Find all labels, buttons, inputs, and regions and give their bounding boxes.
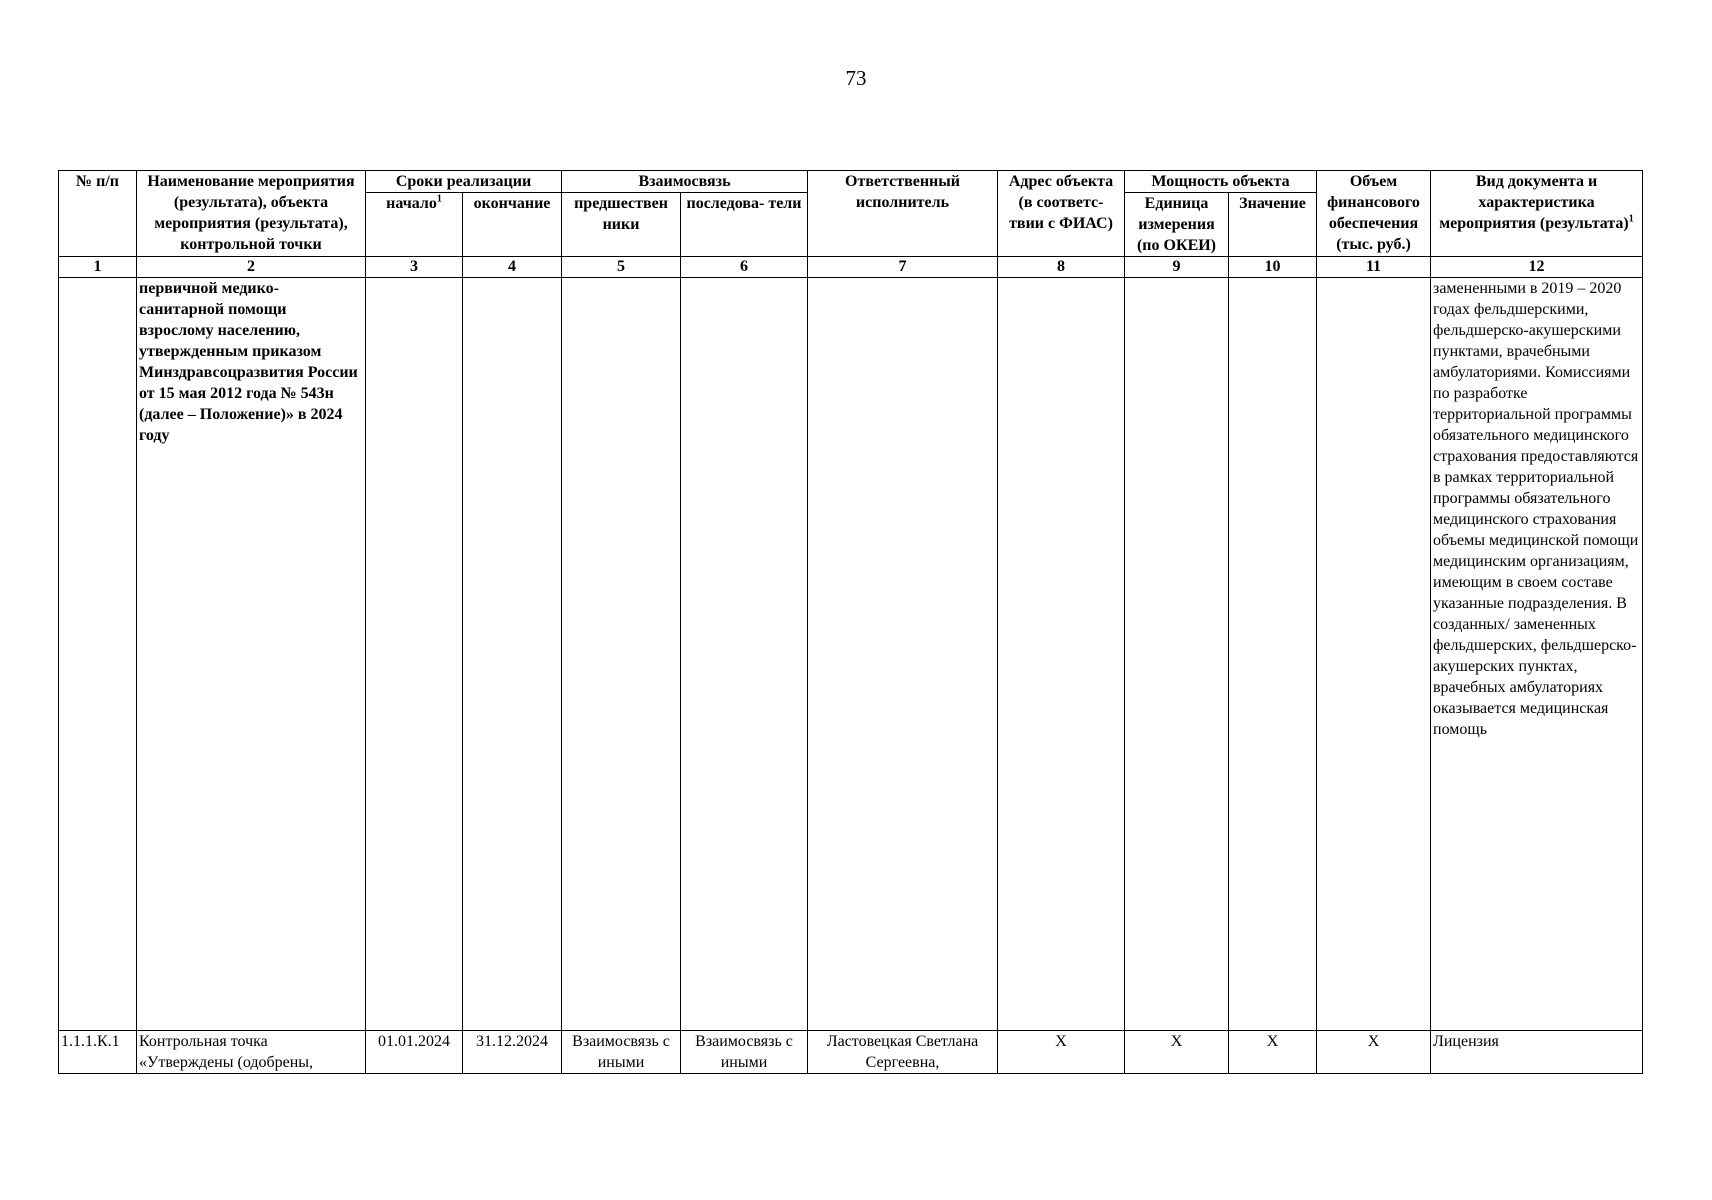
cell-unit — [1125, 278, 1229, 1031]
cell-successors: Взаимосвязь с иными — [681, 1031, 808, 1074]
column-number: 1 — [59, 257, 137, 278]
cell-name: первичной медико-санитарной помощи взрослому населению, утвержденным приказом Минздравсоцразвития России от 15 мая 2012 года № 543н (далее – Положение)» в 2024 году — [137, 278, 366, 1031]
column-number: 7 — [808, 257, 998, 278]
cell-unit: Х — [1125, 1031, 1229, 1074]
header-doc — [1431, 171, 1643, 257]
cell-predecessors — [562, 278, 681, 1031]
table-row — [59, 1031, 1643, 1074]
header-row-1 — [59, 171, 1643, 193]
plan-table — [58, 170, 1643, 1074]
cell-responsible: Ластовецкая Светлана Сергеевна, — [808, 1031, 998, 1074]
header-name: Наименование мероприятия (результата), объекта мероприятия (результата), контрольной точки — [137, 171, 366, 257]
column-number: 8 — [998, 257, 1125, 278]
table-row — [59, 278, 1643, 1031]
cell-num: 1.1.1.К.1 — [59, 1031, 137, 1074]
column-number-row — [59, 257, 1643, 278]
cell-predecessors: Взаимосвязь с иными — [562, 1031, 681, 1074]
header-address: Адрес объекта (в соответс- твии с ФИАС) — [998, 171, 1125, 257]
header-funding: Объем финансового обеспечения (тыс. руб.) — [1317, 171, 1431, 257]
header-doc-text: Вид документа и характеристика мероприятия (результата) — [1439, 173, 1629, 232]
cell-value: Х — [1229, 1031, 1317, 1074]
column-number: 12 — [1431, 257, 1643, 278]
page-number: 73 — [845, 66, 867, 90]
header-doc-sup: 1 — [1628, 213, 1634, 225]
header-start-text: начало — [386, 195, 437, 212]
column-number: 6 — [681, 257, 808, 278]
cell-successors — [681, 278, 808, 1031]
cell-value — [1229, 278, 1317, 1031]
header-end: окончание — [463, 193, 562, 257]
cell-address: Х — [998, 1031, 1125, 1074]
cell-start — [366, 278, 463, 1031]
header-responsible: Ответственный исполнитель — [808, 171, 998, 257]
column-number: 2 — [137, 257, 366, 278]
cell-funding: Х — [1317, 1031, 1431, 1074]
header-capacity: Мощность объекта — [1125, 171, 1317, 193]
column-number: 11 — [1317, 257, 1431, 278]
header-relation: Взаимосвязь — [562, 171, 808, 193]
cell-responsible — [808, 278, 998, 1031]
header-unit: Единица измерения (по ОКЕИ) — [1125, 193, 1229, 257]
cell-address — [998, 278, 1125, 1031]
column-number: 3 — [366, 257, 463, 278]
header-successors: последова- тели — [681, 193, 808, 257]
header-start-sup: 1 — [436, 193, 442, 205]
cell-start: 01.01.2024 — [366, 1031, 463, 1074]
column-number: 5 — [562, 257, 681, 278]
column-number: 10 — [1229, 257, 1317, 278]
cell-doc: Лицензия — [1431, 1031, 1643, 1074]
cell-num — [59, 278, 137, 1031]
cell-name: Контрольная точка «Утверждены (одобрены, — [137, 1031, 366, 1074]
header-timing: Сроки реализации — [366, 171, 562, 193]
column-number: 4 — [463, 257, 562, 278]
header-predecessors: предшествен ники — [562, 193, 681, 257]
column-number: 9 — [1125, 257, 1229, 278]
header-num: № п/п — [59, 171, 137, 257]
cell-end — [463, 278, 562, 1031]
cell-doc: замененными в 2019 – 2020 годах фельдшерскими, фельдшерско-акушерскими пунктами, врачебными амбулаториями. Комиссиями по разработке территориальной программы обязательного медицинского страхования предоставляются в рамках территориальной программы обязательного медицинского страхования объемы медицинской помощи медицинским организациям, имеющим в своем составе указанные подразделения. В созданных/ замененных фельдшерских, фельдшерско-акушерских пунктах, врачебных амбулаториях оказывается медицинская помощь — [1431, 278, 1643, 1031]
header-value: Значение — [1229, 193, 1317, 257]
header-start — [366, 193, 463, 257]
cell-end: 31.12.2024 — [463, 1031, 562, 1074]
cell-funding — [1317, 278, 1431, 1031]
